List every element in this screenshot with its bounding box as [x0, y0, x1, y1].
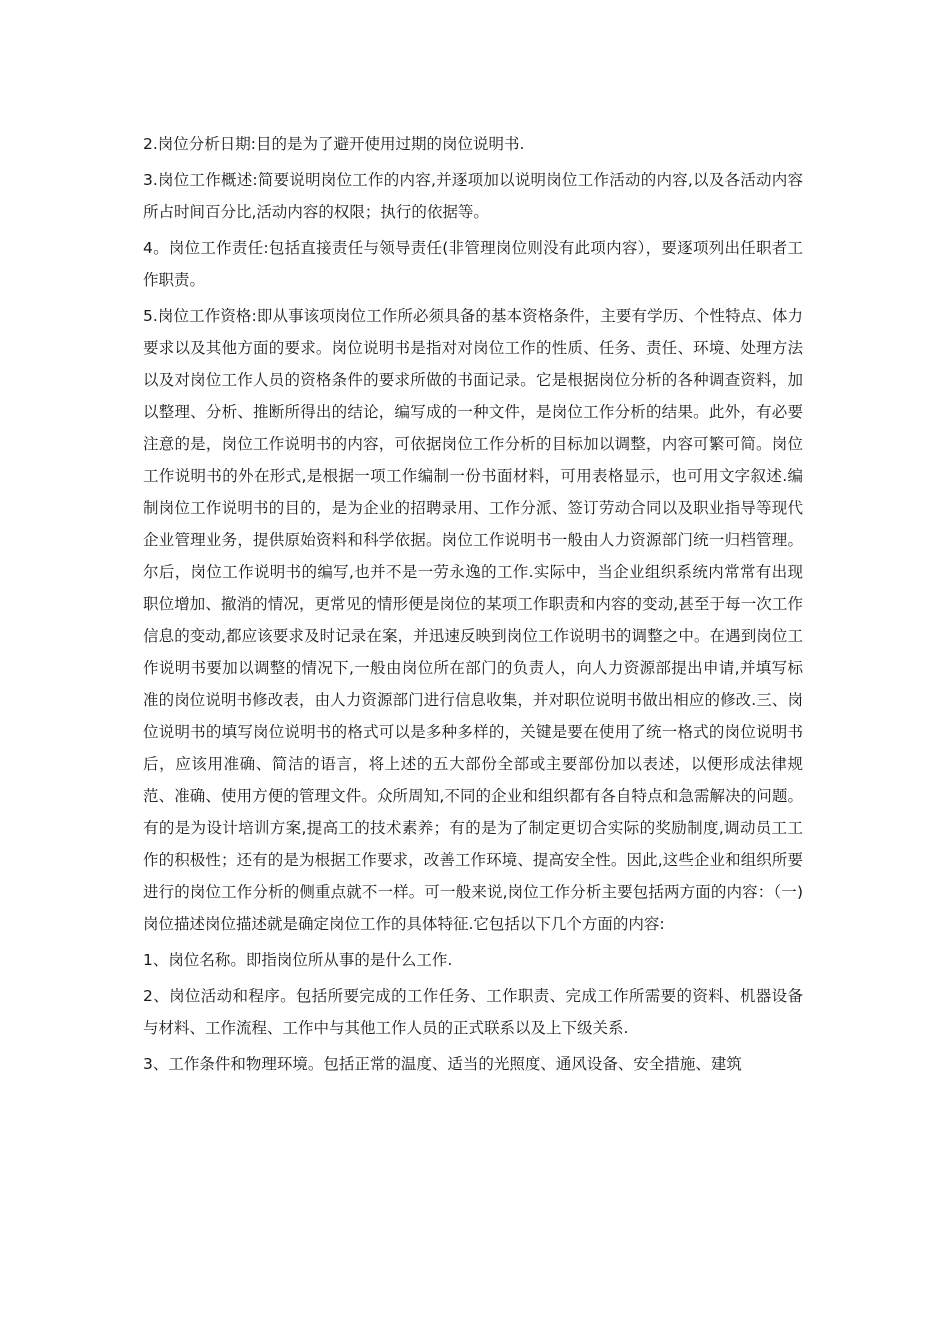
paragraph-job-title: 1、岗位名称。即指岗位所从事的是什么工作. — [143, 951, 453, 969]
document-body — [143, 128, 803, 1084]
paragraph-work-conditions: 3、工作条件和物理环境。包括正常的温度、适当的光照度、通风设备、安全措施、建筑 — [143, 1055, 742, 1073]
paragraph-job-overview: 3.岗位工作概述:简要说明岗位工作的内容,并逐项加以说明岗位工作活动的内容,以及各活动内容所占时间百分比,活动内容的权限；执行的依据等。 — [143, 171, 803, 221]
paragraph-job-qualification: 5.岗位工作资格:即从事该项岗位工作所必须具备的基本资格条件，主要有学历、个性特点、体力要求以及其他方面的要求。岗位说明书是指对对岗位工作的性质、任务、责任、环境、处理方法以及对岗位工作人员的资格条件的要求所做的书面记录。它是根据岗位分析的各种调查资料，加以整理、分析、推断所得出的结论，编写成的一种文件，是岗位工作分析的结果。此外，有必要注意的是，岗位工作说明书的内容，可依据岗位工作分析的目标加以调整，内容可繁可简。岗位工作说明书的外在形式,是根据一项工作编制一份书面材料，可用表格显示，也可用文字叙述.编制岗位工作说明书的目的，是为企业的招聘录用、工作分派、签订劳动合同以及职业指导等现代企业管理业务，提供原始资料和科学依据。岗位工作说明书一般由人力资源部门统一归档管理。尔后，岗位工作说明书的编写,也并不是一劳永逸的工作.实际中，当企业组织系统内常常有出现职位增加、撤消的情况，更常见的情形便是岗位的某项工作职责和内容的变动,甚至于每一次工作信息的变动,都应该要求及时记录在案，并迅速反映到岗位工作说明书的调整之中。在遇到岗位工作说明书要加以调整的情况下,一般由岗位所在部门的负责人，向人力资源部提出申请,并填写标准的岗位说明书修改表，由人力资源部门进行信息收集，并对职位说明书做出相应的修改.三、岗位说明书的填写岗位说明书的格式可以是多种多样的，关键是要在使用了统一格式的岗位说明书后，应该用准确、简洁的语言，将上述的五大部份全部或主要部份加以表述，以便形成法律规范、准确、使用方便的管理文件。众所周知,不同的企业和组织都有各自特点和急需解决的问题。有的是为设计培训方案,提高工的技术素养；有的是为了制定更切合实际的奖励制度,调动员工工作的积极性；还有的是为根据工作要求，改善工作环境、提高安全性。因此,这些企业和组织所要进行的岗位工作分析的侧重点就不一样。可一般来说,岗位工作分析主要包括两方面的内容：（一)岗位描述岗位描述就是确定岗位工作的具体特征.它包括以下几个方面的内容: — [143, 307, 803, 933]
paragraph-job-activities: 2、岗位活动和程序。包括所要完成的工作任务、工作职责、完成工作所需要的资料、机器设备与材料、工作流程、工作中与其他工作人员的正式联系以及上下级关系. — [143, 987, 803, 1037]
paragraph-job-responsibility: 4。岗位工作责任:包括直接责任与领导责任(非管理岗位则没有此项内容），要逐项列出任职者工作职责。 — [143, 239, 803, 289]
paragraph-analysis-date: 2.岗位分析日期:目的是为了避开使用过期的岗位说明书. — [143, 135, 525, 153]
